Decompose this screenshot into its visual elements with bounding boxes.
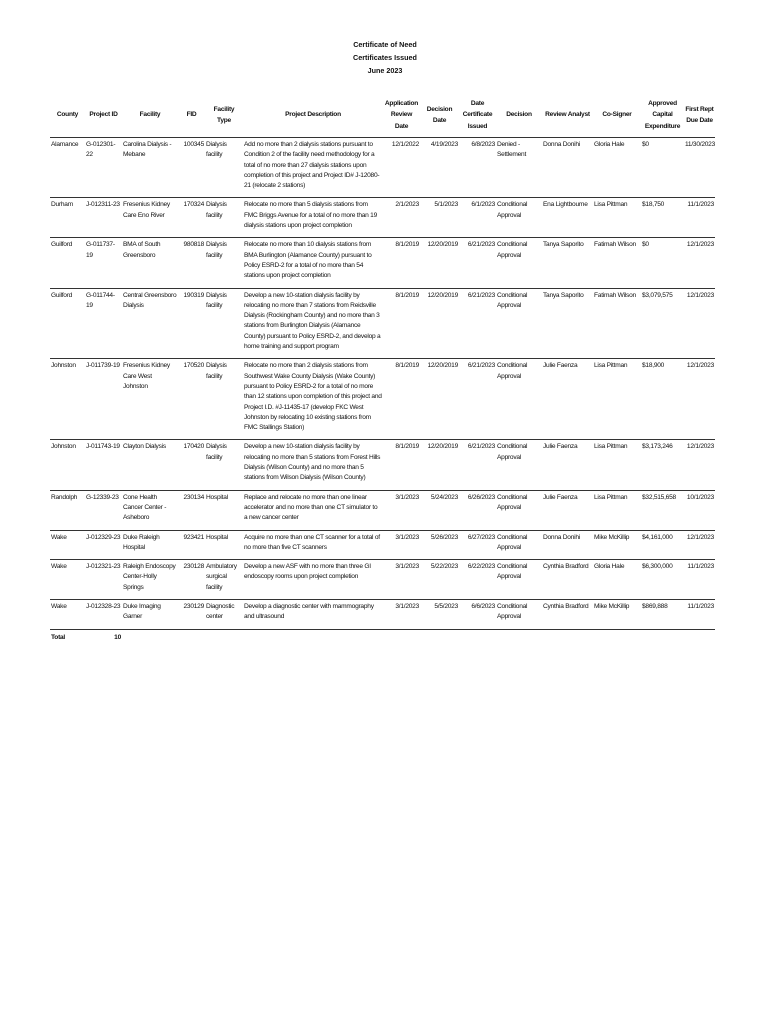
cell-approved-capex: $3,079,575 (641, 288, 684, 359)
cell-review-analyst: Donna Donihi (542, 530, 593, 560)
cell-county: Guilford (50, 238, 85, 288)
cell-date-cert-issued: 6/21/2023 (459, 238, 496, 288)
title-line-3: June 2023 (367, 66, 403, 75)
cell-fid: 230129 (178, 599, 205, 629)
cell-project-id: J-011739-19 (85, 359, 122, 440)
table-row (50, 599, 715, 629)
cell-project-description: Acquire no more than one CT scanner for a total of no more than five CT scanners (243, 530, 383, 560)
header-row (50, 93, 715, 138)
cell-decision: Conditional Approval (496, 599, 542, 629)
cell-review-analyst: Ena Lightbourne (542, 198, 593, 238)
cell-first-rept-due: 12/1/2023 (684, 440, 715, 490)
cell-facility: Duke Imaging Garner (122, 599, 178, 629)
cell-first-rept-due: 12/1/2023 (684, 238, 715, 288)
cell-date-cert-issued: 6/8/2023 (459, 138, 496, 198)
cell-county: Wake (50, 560, 85, 600)
cell-co-signer: Lisa Pittman (593, 490, 641, 530)
cell-facility: Fresenius Kidney Care Eno River (122, 198, 178, 238)
cell-county: Johnston (50, 359, 85, 440)
cell-date-cert-issued: 6/26/2023 (459, 490, 496, 530)
total-count: 10 (114, 633, 121, 641)
cell-county: Alamance (50, 138, 85, 198)
cell-co-signer: Fatimah Wilson (593, 238, 641, 288)
col-county: County (50, 93, 85, 138)
cell-project-description: Replace and relocate no more than one linear accelerator and no more than one CT simulator to a new cancer center (243, 490, 383, 530)
cell-decision-date: 12/20/2019 (420, 238, 459, 288)
table-row (50, 490, 715, 530)
table-row (50, 440, 715, 490)
cell-app-review-date: 3/1/2023 (383, 560, 420, 600)
report-title (0, 38, 770, 77)
cell-project-description: Develop a new 10-station dialysis facility by relocating no more than 5 stations from Forest Hills Dialysis (Wilson County) and no more than 5 stations from Wilson Dialysis (Wilson County) (243, 440, 383, 490)
col-decision-date: Decision Date (420, 93, 459, 138)
cell-fid: 190319 (178, 288, 205, 359)
cell-review-analyst: Cynthia Bradford (542, 560, 593, 600)
cell-approved-capex: $0 (641, 238, 684, 288)
cell-facility-type: Dialysis facility (205, 198, 243, 238)
cell-facility-type: Dialysis facility (205, 359, 243, 440)
cell-project-id: J-012329-23 (85, 530, 122, 560)
cell-decision: Conditional Approval (496, 490, 542, 530)
cell-app-review-date: 3/1/2023 (383, 599, 420, 629)
cell-fid: 100345 (178, 138, 205, 198)
cell-decision-date: 5/24/2023 (420, 490, 459, 530)
cell-decision: Conditional Approval (496, 530, 542, 560)
cell-decision: Conditional Approval (496, 288, 542, 359)
cell-decision: Conditional Approval (496, 560, 542, 600)
cell-project-id: J-011743-19 (85, 440, 122, 490)
cell-co-signer: Gloria Hale (593, 560, 641, 600)
cell-decision: Conditional Approval (496, 198, 542, 238)
cell-app-review-date: 8/1/2019 (383, 288, 420, 359)
cell-app-review-date: 8/1/2019 (383, 359, 420, 440)
cell-county: Johnston (50, 440, 85, 490)
col-fid: FID (178, 93, 205, 138)
cell-approved-capex: $32,515,658 (641, 490, 684, 530)
table-row (50, 288, 715, 359)
cell-app-review-date: 12/1/2022 (383, 138, 420, 198)
total-label: Total (51, 633, 66, 641)
cell-decision-date: 5/26/2023 (420, 530, 459, 560)
cell-county: Wake (50, 530, 85, 560)
col-facility: Facility (122, 93, 178, 138)
cell-county: Randolph (50, 490, 85, 530)
col-date-cert-issued: Date Certificate Issued (459, 93, 496, 138)
cell-project-id: J-012328-23 (85, 599, 122, 629)
cell-fid: 170420 (178, 440, 205, 490)
cell-facility: Central Greensboro Dialysis (122, 288, 178, 359)
cell-facility-type: Dialysis facility (205, 440, 243, 490)
cell-review-analyst: Tanya Saporito (542, 288, 593, 359)
cell-facility-type: Hospital (205, 530, 243, 560)
cell-project-description: Develop a diagnostic center with mammography and ultrasound (243, 599, 383, 629)
cell-first-rept-due: 11/1/2023 (684, 198, 715, 238)
cell-review-analyst: Julie Faenza (542, 359, 593, 440)
col-decision: Decision (496, 93, 542, 138)
cell-co-signer: Fatimah Wilson (593, 288, 641, 359)
cell-facility-type: Dialysis facility (205, 138, 243, 198)
cell-facility: Clayton Dialysis (122, 440, 178, 490)
col-project-id: Project ID (85, 93, 122, 138)
cell-review-analyst: Donna Donihi (542, 138, 593, 198)
cell-first-rept-due: 11/1/2023 (684, 560, 715, 600)
table-row (50, 198, 715, 238)
cell-date-cert-issued: 6/6/2023 (459, 599, 496, 629)
cell-project-id: G-012301-22 (85, 138, 122, 198)
cell-approved-capex: $869,888 (641, 599, 684, 629)
cell-facility: Cone Health Cancer Center - Asheboro (122, 490, 178, 530)
col-co-signer: Co-Signer (593, 93, 641, 138)
cell-project-id: J-012321-23 (85, 560, 122, 600)
cell-facility-type: Dialysis facility (205, 288, 243, 359)
cell-facility-type: Hospital (205, 490, 243, 530)
cell-app-review-date: 3/1/2023 (383, 530, 420, 560)
cell-review-analyst: Julie Faenza (542, 440, 593, 490)
cell-county: Wake (50, 599, 85, 629)
cell-co-signer: Mike McKillip (593, 530, 641, 560)
table-row (50, 530, 715, 560)
total-row (50, 629, 715, 649)
cell-project-id: G-12339-23 (85, 490, 122, 530)
cell-review-analyst: Cynthia Bradford (542, 599, 593, 629)
cell-fid: 170324 (178, 198, 205, 238)
cell-county: Durham (50, 198, 85, 238)
cell-decision: Conditional Approval (496, 359, 542, 440)
cell-approved-capex: $3,173,246 (641, 440, 684, 490)
col-approved-capex: Approved Capital Expenditure (641, 93, 684, 138)
cell-project-id: G-011737-19 (85, 238, 122, 288)
table-row (50, 238, 715, 288)
cell-first-rept-due: 12/1/2023 (684, 288, 715, 359)
cell-approved-capex: $18,750 (641, 198, 684, 238)
cell-approved-capex: $4,161,000 (641, 530, 684, 560)
cell-co-signer: Mike McKillip (593, 599, 641, 629)
cell-fid: 923421 (178, 530, 205, 560)
col-project-description: Project Description (243, 93, 383, 138)
cell-decision-date: 5/1/2023 (420, 198, 459, 238)
cell-app-review-date: 2/1/2023 (383, 198, 420, 238)
col-facility-type: Facility Type (205, 93, 243, 138)
cell-project-description: Relocate no more than 2 dialysis stations from Southwest Wake County Dialysis (Wake County) pursuant to Policy ESRD-2 for a total of no more than 12 stations upon completion of this project and Project I.D. #J-11435-17 (develop FKC West Johnston by relocating 10 existing stations from FMC Stallings Station) (243, 359, 383, 440)
cell-co-signer: Gloria Hale (593, 138, 641, 198)
cell-decision-date: 12/20/2019 (420, 440, 459, 490)
cell-facility: Fresenius Kidney Care West Johnston (122, 359, 178, 440)
cell-approved-capex: $18,900 (641, 359, 684, 440)
cell-fid: 230134 (178, 490, 205, 530)
cell-facility-type: Diagnostic center (205, 599, 243, 629)
cell-decision: Denied - Settlement (496, 138, 542, 198)
cell-first-rept-due: 11/30/2023 (684, 138, 715, 198)
cell-project-id: J-012311-23 (85, 198, 122, 238)
cell-approved-capex: $6,300,000 (641, 560, 684, 600)
cell-co-signer: Lisa Pittman (593, 440, 641, 490)
title-line-1: Certificate of Need (353, 40, 417, 49)
table-row (50, 359, 715, 440)
total-filler (122, 629, 715, 649)
cell-co-signer: Lisa Pittman (593, 198, 641, 238)
cell-first-rept-due: 12/1/2023 (684, 530, 715, 560)
cell-facility-type: Dialysis facility (205, 238, 243, 288)
table-row (50, 138, 715, 198)
cell-review-analyst: Tanya Saporito (542, 238, 593, 288)
cell-fid: 230128 (178, 560, 205, 600)
cell-first-rept-due: 10/1/2023 (684, 490, 715, 530)
cell-decision: Conditional Approval (496, 440, 542, 490)
table-row (50, 560, 715, 600)
cell-facility: Raleigh Endoscopy Center-Holly Springs (122, 560, 178, 600)
cell-fid: 170520 (178, 359, 205, 440)
cell-decision-date: 12/20/2019 (420, 288, 459, 359)
cell-project-description: Add no more than 2 dialysis stations pursuant to Condition 2 of the facility need methodology for a total of no more than 27 dialysis stations upon completion of this project and Project ID# J-12080-21 (relocate 2 stations) (243, 138, 383, 198)
certificates-table (50, 93, 715, 649)
cell-app-review-date: 3/1/2023 (383, 490, 420, 530)
cell-first-rept-due: 11/1/2023 (684, 599, 715, 629)
cell-date-cert-issued: 6/1/2023 (459, 198, 496, 238)
cell-project-description: Relocate no more than 5 dialysis stations from FMC Briggs Avenue for a total of no more than 19 dialysis stations upon project completion (243, 198, 383, 238)
cell-date-cert-issued: 6/27/2023 (459, 530, 496, 560)
cell-date-cert-issued: 6/21/2023 (459, 359, 496, 440)
cell-date-cert-issued: 6/21/2023 (459, 288, 496, 359)
cell-county: Guilford (50, 288, 85, 359)
cell-project-id: G-011744-19 (85, 288, 122, 359)
cell-app-review-date: 8/1/2019 (383, 238, 420, 288)
cell-first-rept-due: 12/1/2023 (684, 359, 715, 440)
cell-project-description: Develop a new ASF with no more than three GI endoscopy rooms upon project completion (243, 560, 383, 600)
cell-decision: Conditional Approval (496, 238, 542, 288)
cell-app-review-date: 8/1/2019 (383, 440, 420, 490)
cell-date-cert-issued: 6/21/2023 (459, 440, 496, 490)
cell-decision-date: 4/19/2023 (420, 138, 459, 198)
cell-decision-date: 5/22/2023 (420, 560, 459, 600)
cell-co-signer: Lisa Pittman (593, 359, 641, 440)
cell-project-description: Relocate no more than 10 dialysis stations from BMA Burlington (Alamance County) pursuant to Policy ESRD-2 for a total of no more than 54 stations upon project completion (243, 238, 383, 288)
cell-decision-date: 5/5/2023 (420, 599, 459, 629)
col-app-review-date: Application Review Date (383, 93, 420, 138)
title-line-2: Certificates Issued (353, 53, 417, 62)
cell-facility-type: Ambulatory surgical facility (205, 560, 243, 600)
col-first-rept-due: First Rept Due Date (684, 93, 715, 138)
cell-fid: 980818 (178, 238, 205, 288)
cell-project-description: Develop a new 10-station dialysis facility by relocating no more than 7 stations from Reidsville Dialysis (Rockingham County) and no more than 3 stations from Burlington Dialysis (Alamance County) pursuant to Policy ESRD-2, and develop a home training and support program (243, 288, 383, 359)
cell-facility: Duke Raleigh Hospital (122, 530, 178, 560)
cell-facility: BMA of South Greensboro (122, 238, 178, 288)
cell-approved-capex: $0 (641, 138, 684, 198)
cell-date-cert-issued: 6/22/2023 (459, 560, 496, 600)
cell-facility: Carolina Dialysis - Mebane (122, 138, 178, 198)
cell-review-analyst: Julie Faenza (542, 490, 593, 530)
cell-decision-date: 12/20/2019 (420, 359, 459, 440)
col-review-analyst: Review Analyst (542, 93, 593, 138)
